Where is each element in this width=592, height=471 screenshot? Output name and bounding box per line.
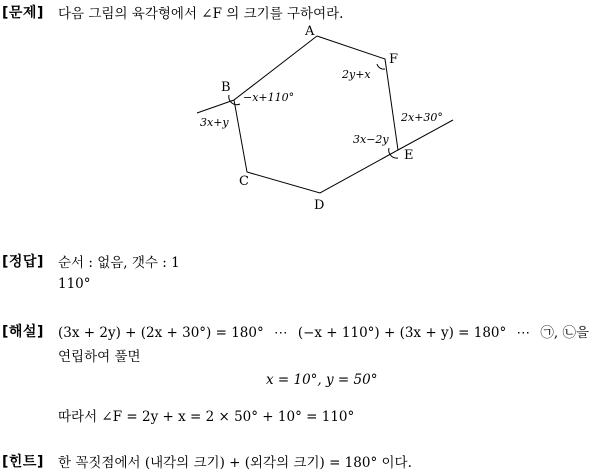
answer-tag: [정답] [2,254,44,270]
mark-2: ㉡ [562,325,576,341]
ellipsis-1: ⋯ [274,325,288,341]
answer-line-1: 순서 : 없음, 갯수 : 1 [58,255,180,271]
hexagon-outline [234,36,398,193]
conclusion-line: 따라서 ∠F = 2y + x = 2 × 50° + 10° = 110° [58,409,355,425]
mark-1: ㉠ [540,325,554,341]
angle-label-b-ext: 3x+y [200,116,229,129]
hint-text: 한 꼭짓점에서 (내각의 크기) + (외각의 크기) = 180° 이다. [58,455,412,471]
problem-text: 다음 그림의 육각형에서 ∠F 의 크기를 구하여라. [58,6,344,22]
vertex-c: C [239,174,249,189]
equation-2: (−x + 110°) + (3x + y) = 180° [297,325,507,341]
answer-line-2: 110° [58,276,91,292]
angle-label-f-ext: 2x+30° [401,111,443,124]
vertex-f: F [389,52,399,67]
solution-line: x = 10°, y = 50° [266,372,378,388]
explanation-line-1: (3x + 2y) + (2x + 30°) = 180° ⋯ (−x + 110°) + (3x + y) = 180° ⋯ ㉠, ㉡을 [58,325,589,341]
ellipsis-2: ⋯ [516,325,531,341]
problem-tag: [문제] [2,5,44,21]
extension-line-b [197,100,234,113]
equation-1: (3x + 2y) + (2x + 30°) = 180° [58,325,264,341]
vertex-e: E [404,148,414,163]
angle-label-e: 3x−2y [353,133,389,146]
explanation-suffix: 을 [575,325,589,341]
explanation-line-2: 연립하여 풀면 [58,349,141,365]
angle-arc-f [377,64,385,69]
extension-line-e [398,120,453,150]
explanation-tag: [해설] [2,324,44,340]
vertex-a: A [305,24,315,39]
hint-tag: [힌트] [2,454,44,470]
vertex-b: B [221,80,231,95]
angle-label-b: −x+110° [243,91,295,104]
angle-label-f: 2y+x [342,68,371,81]
vertex-d: D [314,198,325,213]
